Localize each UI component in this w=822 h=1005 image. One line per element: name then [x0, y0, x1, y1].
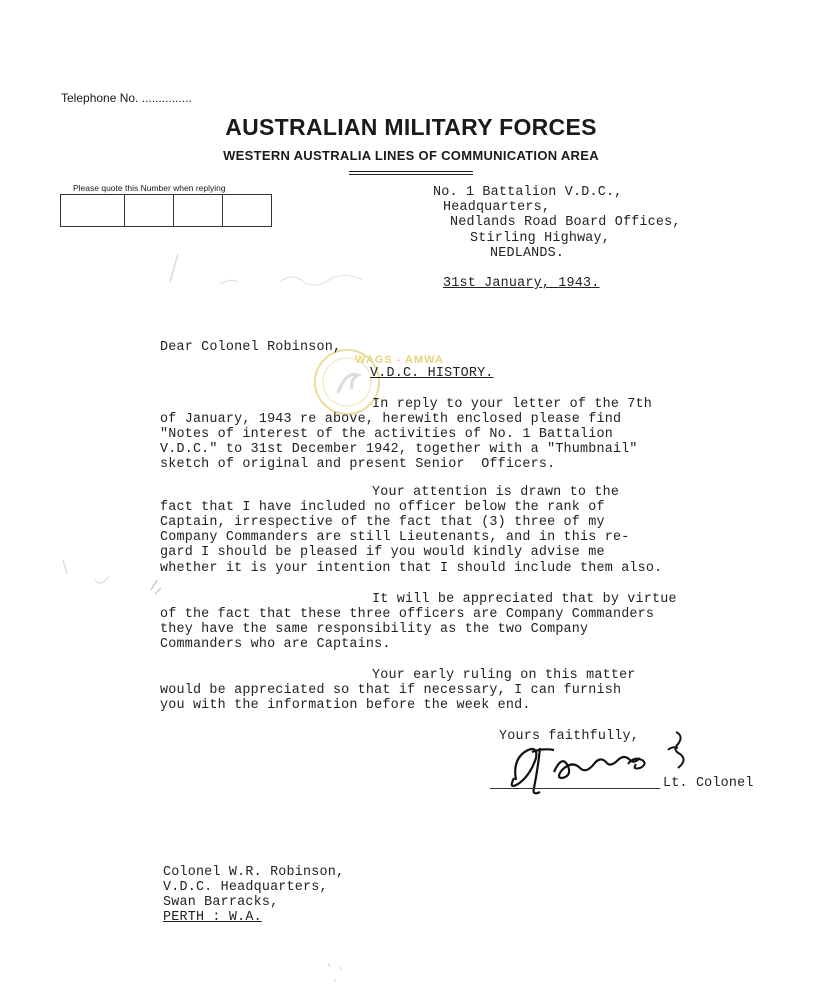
body-line: would be appreciated so that if necessary, I can furnish [160, 683, 622, 698]
sender-address-line: No. 1 Battalion V.D.C., [433, 185, 623, 200]
signatory-rank: Lt. Colonel [663, 776, 754, 791]
signature-rule [490, 788, 660, 789]
sender-address-line: Nedlands Road Board Offices, [450, 215, 681, 230]
body-line: gard I should be pleased if you would kindly advise me [160, 545, 605, 560]
letterhead-rule-top [349, 171, 473, 172]
body-line: V.D.C." to 31st December 1942, together with a "Thumbnail" [160, 442, 638, 457]
body-line: of January, 1943 re above, herewith enclosed please find [160, 412, 622, 427]
body-line: Captain, irrespective of the fact that (3) three of my [160, 515, 605, 530]
body-line: you with the information before the week end. [160, 698, 531, 713]
telephone-line: Telephone No. ............... [61, 91, 192, 105]
body-line: whether it is your intention that I should include them also. [160, 561, 663, 576]
letterhead-subtitle: WESTERN AUSTRALIA LINES OF COMMUNICATION AREA [223, 148, 599, 163]
closing: Yours faithfully, [499, 729, 640, 744]
letterhead-title: AUSTRALIAN MILITARY FORCES [225, 114, 597, 140]
body-line: Your attention is drawn to the [372, 485, 620, 500]
sender-address-line: Stirling Highway, [470, 231, 611, 246]
recipient-address-line: Colonel W.R. Robinson, [163, 865, 345, 880]
body-line: fact that I have included no officer below the rank of [160, 500, 605, 515]
watermark-text: WAGS - AMWA [355, 354, 444, 366]
recipient-address-line: PERTH : W.A. [163, 910, 262, 925]
body-line: they have the same responsibility as the two Company [160, 622, 589, 637]
letter-date: 31st January, 1943. [443, 276, 600, 291]
handwritten-signature [488, 722, 688, 804]
quote-number-label: Please quote this Number when replying [73, 183, 226, 193]
reference-cell [125, 195, 174, 226]
subject-line: V.D.C. HISTORY. [370, 366, 494, 381]
letterhead-rule-bottom [349, 174, 473, 175]
body-line: "Notes of interest of the activities of No. 1 Battalion [160, 427, 613, 442]
recipient-address-line: V.D.C. Headquarters, [163, 880, 328, 895]
faint-smudge-marks [150, 232, 410, 302]
faint-margin-marks [55, 550, 165, 630]
body-line: sketch of original and present Senior Officers. [160, 457, 556, 472]
reference-cell [61, 195, 125, 226]
body-line: Commanders who are Captains. [160, 637, 391, 652]
sender-address-line: Headquarters, [443, 200, 551, 215]
faint-specks [318, 955, 358, 995]
body-line: In reply to your letter of the 7th [372, 397, 653, 412]
reference-cell [174, 195, 223, 226]
salutation: Dear Colonel Robinson, [160, 340, 342, 355]
body-line: Company Commanders are still Lieutenants, and in this re- [160, 530, 630, 545]
body-line: It will be appreciated that by virtue [372, 592, 677, 607]
body-line: of the fact that these three officers are Company Commanders [160, 607, 655, 622]
reference-cell [223, 195, 271, 226]
body-line: Your early ruling on this matter [372, 668, 636, 683]
reference-number-box [60, 194, 272, 227]
recipient-address-line: Swan Barracks, [163, 895, 279, 910]
sender-address-line: NEDLANDS. [490, 246, 565, 261]
